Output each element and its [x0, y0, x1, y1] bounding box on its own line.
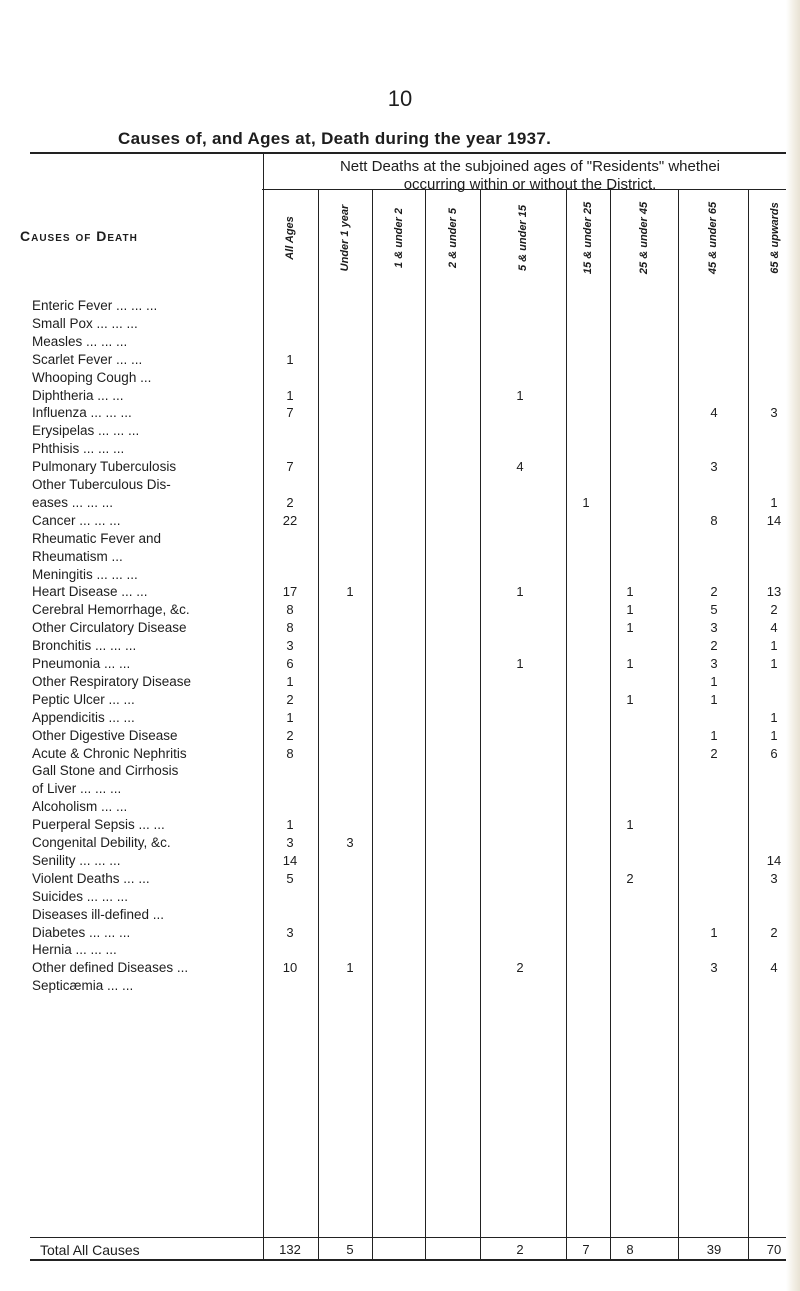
column-header-label: 15 & under 25 — [582, 201, 594, 275]
cell-value: 1 — [770, 638, 778, 654]
cause-label: Other Circulatory Disease — [32, 620, 187, 636]
table-row — [0, 692, 800, 709]
causes-column-header: Causes of Death — [20, 228, 138, 244]
cell-value: 1 — [286, 709, 294, 725]
table-row — [0, 942, 800, 959]
cause-label: Diabetes ... ... ... — [32, 924, 131, 940]
cell-value: 2 — [286, 494, 294, 510]
cell-value: 3 — [710, 459, 718, 475]
cell-value: 8 — [286, 602, 294, 618]
column-header-label: 2 & under 5 — [447, 208, 459, 268]
column-header-label: 45 & under 65 — [707, 201, 719, 275]
table-row — [0, 477, 800, 494]
column-header — [568, 190, 608, 286]
cell-value: 4 — [710, 405, 718, 421]
table-row — [0, 352, 800, 369]
cell-value: 1 — [516, 656, 524, 671]
cell-value: 1 — [286, 817, 294, 833]
table-row — [0, 495, 800, 512]
cause-label: Bronchitis ... ... ... — [32, 638, 137, 654]
total-value: 5 — [346, 1242, 354, 1257]
column-header-label: 5 & under 15 — [517, 204, 529, 272]
cell-value: 14 — [282, 852, 298, 868]
total-label: Total All Causes — [40, 1242, 140, 1258]
cause-label: Other Digestive Disease — [32, 727, 178, 743]
cell-value: 1 — [516, 387, 524, 403]
cause-label: Acute & Chronic Nephritis — [32, 745, 187, 761]
cause-label: of Liver ... ... ... — [32, 781, 122, 797]
cell-value: 17 — [282, 584, 298, 600]
column-header — [379, 190, 419, 286]
cause-label: Rheumatism ... — [32, 548, 123, 564]
table-row — [0, 889, 800, 906]
cause-label: Other defined Diseases ... — [32, 960, 189, 976]
cell-value: 1 — [626, 656, 634, 671]
cell-value: 2 — [770, 924, 778, 940]
cause-label: Measles ... ... ... — [32, 333, 128, 349]
table-row — [0, 799, 800, 816]
cell-value: 1 — [770, 727, 778, 743]
cell-value: 1 — [516, 584, 524, 600]
table-row — [0, 781, 800, 798]
cell-value: 1 — [346, 960, 354, 976]
cell-value: 1 — [626, 584, 634, 600]
cause-label: Rheumatic Fever and — [32, 530, 162, 546]
table-row — [0, 907, 800, 924]
cell-value: 2 — [286, 691, 294, 707]
table-row — [0, 746, 800, 763]
cell-value: 3 — [710, 960, 718, 976]
cell-value: 14 — [766, 512, 782, 528]
cell-value: 13 — [766, 584, 782, 600]
cell-value: 1 — [626, 691, 634, 707]
table-row — [0, 602, 800, 619]
page-number: 10 — [387, 86, 413, 111]
cause-label: Puerperal Sepsis ... ... — [32, 817, 165, 833]
column-header — [325, 190, 365, 286]
cell-value: 1 — [770, 494, 778, 510]
table-row — [0, 370, 800, 387]
cell-value: 3 — [286, 835, 294, 850]
column-header — [693, 190, 733, 286]
cause-label: Influenza ... ... ... — [32, 405, 132, 421]
table-row — [0, 334, 800, 351]
table-row — [0, 960, 800, 977]
table-row — [0, 298, 800, 315]
column-header — [503, 190, 543, 286]
cell-value: 5 — [286, 870, 294, 886]
column-header-label: All Ages — [284, 216, 296, 260]
header-line-2: occurring within or without the District. — [403, 176, 657, 193]
cell-value: 2 — [770, 602, 778, 618]
cause-label: Meningitis ... ... ... — [32, 566, 138, 582]
table-row — [0, 978, 800, 995]
cell-value: 5 — [710, 602, 718, 618]
cause-label: eases ... ... ... — [32, 494, 114, 510]
cell-value: 7 — [286, 405, 294, 421]
table-row — [0, 620, 800, 637]
cause-label: Pulmonary Tuberculosis — [32, 459, 177, 475]
cell-value: 1 — [626, 602, 634, 618]
cell-value: 8 — [286, 620, 294, 636]
table-row — [0, 763, 800, 780]
total-value: 132 — [279, 1242, 301, 1257]
cell-value: 2 — [710, 584, 718, 600]
total-value: 39 — [706, 1242, 722, 1257]
cell-value: 4 — [770, 620, 778, 636]
table-row — [0, 728, 800, 745]
table-row — [0, 531, 800, 548]
cell-value: 8 — [286, 745, 294, 761]
top-rule — [30, 152, 800, 154]
table-row — [0, 567, 800, 584]
table-row — [0, 817, 800, 834]
column-header — [624, 190, 664, 286]
cell-value: 2 — [710, 745, 718, 761]
cause-label: Cerebral Hemorrhage, &c. — [32, 602, 190, 618]
column-header-label: 1 & under 2 — [393, 208, 405, 268]
table-header-note — [280, 158, 780, 194]
column-header — [270, 190, 310, 286]
cell-value: 14 — [766, 852, 782, 868]
cause-label: Diseases ill-defined ... — [32, 906, 165, 922]
cell-value: 8 — [710, 512, 718, 528]
page-title: Causes of, and Ages at, Death during the year 1937. — [118, 129, 552, 148]
cell-value: 6 — [286, 656, 294, 671]
cause-label: Hernia ... ... ... — [32, 942, 117, 958]
cause-label: Small Pox ... ... ... — [32, 315, 138, 331]
page-edge-shadow — [786, 0, 800, 1291]
cell-value: 2 — [286, 727, 294, 743]
cause-label: Erysipelas ... ... ... — [32, 423, 140, 439]
cell-value: 1 — [770, 709, 778, 725]
cell-value: 7 — [286, 459, 294, 475]
cell-value: 1 — [626, 817, 634, 833]
cell-value: 2 — [710, 638, 718, 654]
table-row — [0, 316, 800, 333]
cell-value: 4 — [516, 459, 524, 475]
table-row — [0, 441, 800, 458]
cell-value: 10 — [282, 960, 298, 976]
column-header-label: 65 & upwards — [769, 202, 781, 274]
table-row — [0, 710, 800, 727]
cell-value: 1 — [286, 351, 294, 367]
cell-value: 4 — [770, 960, 778, 976]
cause-label: Scarlet Fever ... ... — [32, 351, 143, 367]
cell-value: 1 — [582, 494, 590, 510]
cause-label: Alcoholism ... ... — [32, 799, 128, 815]
cell-value: 1 — [710, 924, 718, 940]
cell-value: 3 — [346, 835, 354, 850]
cause-label: Peptic Ulcer ... ... — [32, 691, 135, 707]
total-value: 7 — [582, 1242, 590, 1257]
cell-value: 3 — [286, 638, 294, 654]
table-row — [0, 835, 800, 852]
cause-label: Senility ... ... ... — [32, 852, 121, 868]
table-row — [0, 853, 800, 870]
table-row — [0, 513, 800, 530]
cause-label: Enteric Fever ... ... ... — [32, 298, 158, 313]
table-row — [0, 674, 800, 691]
column-header — [433, 190, 473, 286]
cell-value: 22 — [282, 512, 298, 528]
header-line-1: Nett Deaths at the subjoined ages of "Residents" whethei — [339, 158, 721, 175]
cell-value: 1 — [710, 727, 718, 743]
cell-value: 1 — [286, 673, 294, 689]
cause-label: Other Tuberculous Dis- — [32, 477, 171, 492]
cause-label: Diphtheria ... ... — [32, 387, 124, 403]
cell-value: 1 — [626, 620, 634, 636]
total-value: 2 — [516, 1242, 524, 1257]
table-row — [0, 405, 800, 422]
total-rule — [30, 1237, 800, 1238]
cell-value: 2 — [626, 870, 634, 886]
cell-value: 3 — [770, 405, 778, 421]
cell-value: 3 — [286, 924, 294, 940]
table-row — [0, 549, 800, 566]
table-row — [0, 388, 800, 405]
cause-label: Suicides ... ... ... — [32, 888, 129, 904]
cell-value: 2 — [516, 960, 524, 976]
cause-label: Appendicitis ... ... — [32, 709, 135, 725]
table-row — [0, 638, 800, 655]
cell-value: 3 — [770, 870, 778, 886]
cause-label: Congenital Debility, &c. — [32, 835, 171, 850]
total-value: 70 — [766, 1242, 782, 1257]
cell-value: 1 — [286, 387, 294, 403]
cell-value: 3 — [710, 656, 718, 671]
cell-value: 1 — [710, 691, 718, 707]
cause-label: Violent Deaths ... ... — [32, 870, 150, 886]
bottom-rule — [30, 1259, 800, 1261]
cell-value: 1 — [710, 673, 718, 689]
cause-label: Other Respiratory Disease — [32, 673, 192, 689]
table-row — [0, 459, 800, 476]
cell-value: 6 — [770, 745, 778, 761]
cause-label: Gall Stone and Cirrhosis — [32, 763, 179, 779]
cell-value: 1 — [770, 656, 778, 671]
table-row — [0, 871, 800, 888]
cell-value: 3 — [710, 620, 718, 636]
table-row — [0, 423, 800, 440]
cause-label: Heart Disease ... ... — [32, 584, 148, 600]
cause-label: Cancer ... ... ... — [32, 512, 121, 528]
cause-label: Pneumonia ... ... — [32, 656, 131, 671]
table-row — [0, 584, 800, 601]
cell-value: 1 — [346, 584, 354, 600]
cause-label: Phthisis ... ... ... — [32, 441, 125, 457]
column-header-label: Under 1 year — [339, 204, 351, 272]
table-row — [0, 656, 800, 673]
cause-label: Whooping Cough ... — [32, 369, 152, 385]
table-row — [0, 925, 800, 942]
total-value: 8 — [626, 1242, 634, 1257]
cause-label: Septicæmia ... ... — [32, 978, 134, 994]
column-header-label: 25 & under 45 — [638, 201, 650, 275]
